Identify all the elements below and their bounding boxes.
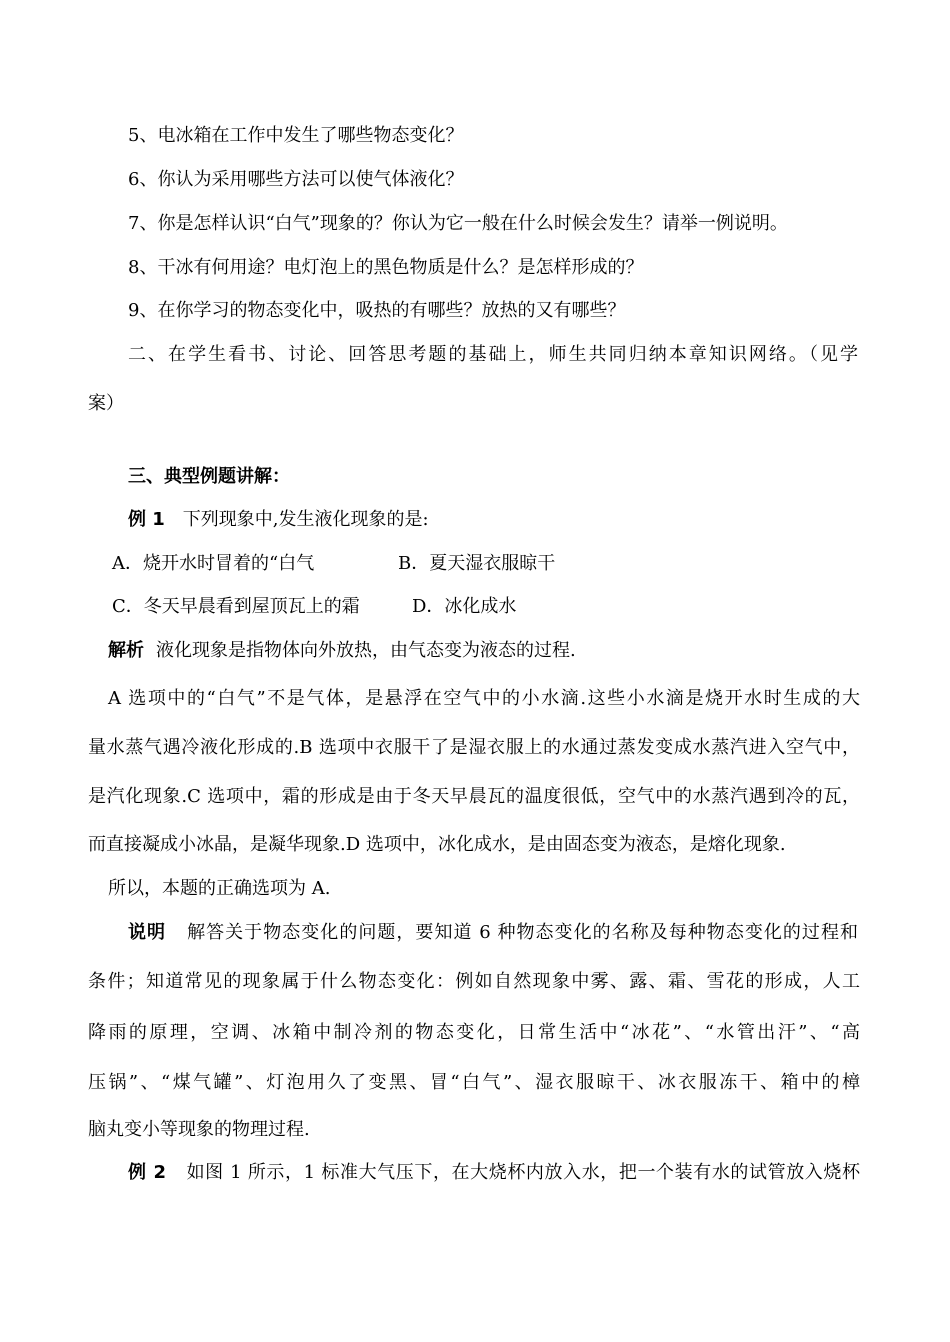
- analysis-line-4: 而直接凝成小冰晶，是凝华现象.D 选项中，冰化成水，是由固态变为液态，是熔化现象.: [88, 834, 786, 855]
- section2-line2: 案）: [88, 393, 124, 414]
- note-line-1: 条件；知道常见的现象属于什么物态变化：例如自然现象中雾、露、霜、雪花的形成，人工: [88, 971, 860, 992]
- note-line-2: 降雨的原理，空调、冰箱中制冷剂的物态变化，日常生活中“冰花”、“水管出汗”、“高: [88, 1022, 860, 1043]
- section3-heading: 三、典型例题讲解：: [128, 466, 290, 487]
- analysis-line-1: A 选项中的“白气”不是气体，是悬浮在空气中的小水滴.这些小水滴是烧开水时生成的大: [108, 688, 860, 709]
- note-first-line: [128, 922, 858, 944]
- question-6: 6、你认为采用哪些方法可以使气体液化？: [128, 169, 464, 190]
- analysis-first-line: [108, 640, 576, 662]
- example1-option-b: B．夏天湿衣服晾干: [398, 553, 556, 574]
- question-7: 7、你是怎样认识“白气”现象的？你认为它一般在什么时候会发生？请举一例说明。: [128, 213, 788, 234]
- example1-label: 例 1: [128, 509, 165, 530]
- note-first: 解答关于物态变化的问题，要知道 6 种物态变化的名称及每种物态变化的过程和: [186, 922, 858, 943]
- example1-question: 下列现象中,发生液化现象的是:: [182, 509, 429, 530]
- example2-text: 如图 1 所示，1 标准大气压下，在大烧杯内放入水，把一个装有水的试管放入烧杯: [185, 1162, 860, 1183]
- question-5: 5、电冰箱在工作中发生了哪些物态变化？: [128, 125, 464, 146]
- analysis-line-2: 量水蒸气遇冷液化形成的.B 选项中衣服干了是湿衣服上的水通过蒸发变成水蒸汽进入空气中，: [88, 737, 860, 758]
- example2-label: 例 2: [128, 1162, 166, 1183]
- example1-option-a: A．烧开水时冒着的“白气: [112, 553, 315, 574]
- question-8: 8、干冰有何用途？电灯泡上的黑色物质是什么？是怎样形成的？: [128, 257, 644, 278]
- analysis-label: 解析: [108, 640, 144, 661]
- example1-option-c: C．冬天早晨看到屋顶瓦上的霜: [112, 596, 360, 617]
- analysis-conclusion: 所以，本题的正确选项为 A.: [108, 878, 331, 899]
- analysis-first: 液化现象是指物体向外放热，由气态变为液态的过程.: [156, 640, 576, 661]
- analysis-line-3: 是汽化现象.C 选项中，霜的形成是由于冬天早晨瓦的温度很低，空气中的水蒸汽遇到冷的瓦，: [88, 786, 860, 807]
- example1-option-d: D．冰化成水: [412, 596, 517, 617]
- question-9: 9、在你学习的物态变化中，吸热的有哪些？放热的又有哪些？: [128, 300, 626, 321]
- example2-line: [128, 1162, 860, 1184]
- example1-line: [128, 509, 429, 531]
- note-line-3: 压锅”、“煤气罐”、灯泡用久了变黑、冒“白气”、湿衣服晾干、冰衣服冻干、箱中的樟: [88, 1072, 860, 1093]
- section2-line1: 二、在学生看书、讨论、回答思考题的基础上，师生共同归纳本章知识网络。（见学: [128, 344, 858, 365]
- note-line-4: 脑丸变小等现象的物理过程.: [88, 1119, 310, 1140]
- note-label: 说明: [128, 922, 167, 943]
